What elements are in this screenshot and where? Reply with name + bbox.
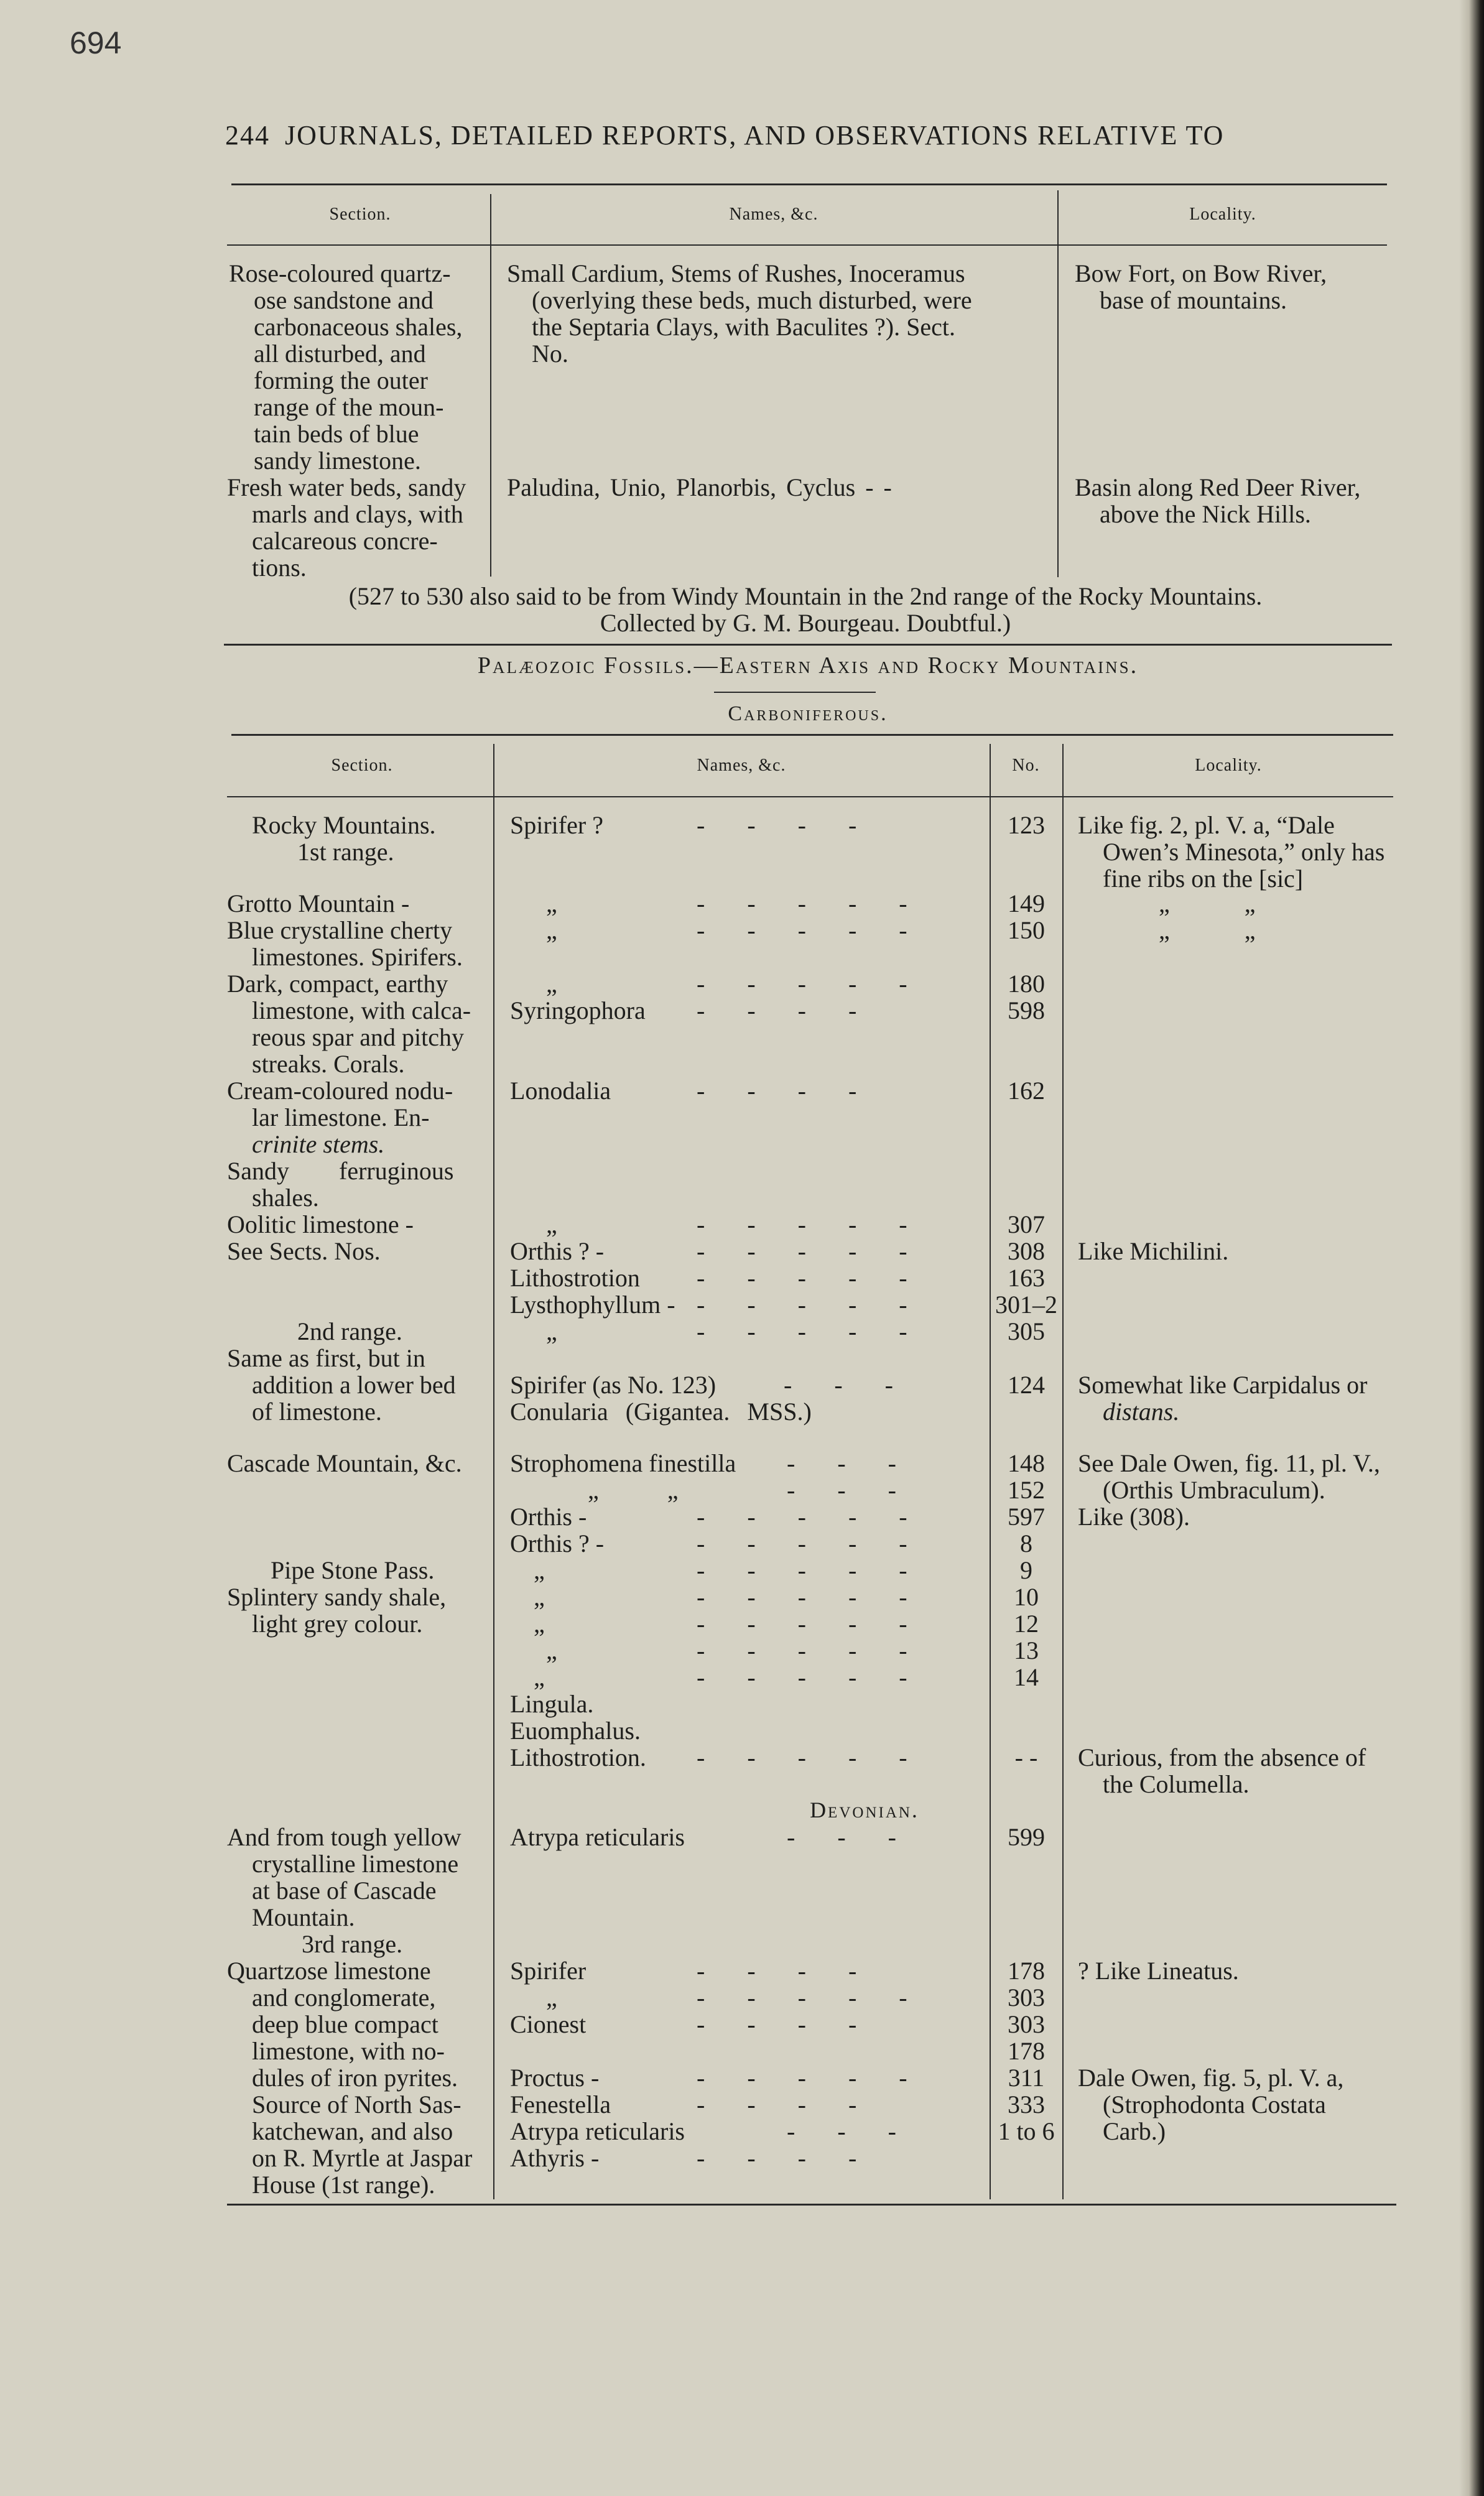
table-row-1-names	[507, 260, 972, 367]
section-text: crinite stems.	[252, 1130, 385, 1158]
fossil-name: Orthis ? -	[510, 1237, 605, 1265]
leader-line: - - -	[787, 2117, 896, 2145]
section-text: shales.	[252, 1184, 319, 1212]
text-line: (overlying these beds, much disturbed, were	[532, 286, 972, 314]
fossil-name: Euomphalus.	[510, 1717, 641, 1745]
table-row-2-locality	[1075, 474, 1360, 527]
fossil-name: Strophomena finestilla	[510, 1449, 736, 1477]
text-line: Rose-coloured quartz-	[229, 259, 451, 287]
section-text: Cream-coloured nodu-	[227, 1077, 453, 1105]
locality-text: (Orthis Umbraculum).	[1103, 1476, 1325, 1504]
fossil-name: Spirifer	[510, 1957, 587, 1985]
page-number: 694	[70, 26, 122, 60]
leader-line: - - - - -	[697, 1317, 907, 1345]
section-text: And from tough yellow	[227, 1823, 461, 1851]
section-text: Source of North Sas-	[252, 2090, 461, 2118]
text-line: above the Nick Hills.	[1100, 500, 1311, 528]
text-line: calcareous concre-	[252, 527, 438, 555]
text-line: carbonaceous shales,	[254, 313, 463, 341]
specimen-number: 10	[1014, 1583, 1039, 1611]
section-text: at base of Cascade	[252, 1877, 437, 1904]
text-line: range of the moun-	[254, 393, 444, 421]
column-divider	[490, 194, 491, 577]
fossil-name: Lithostrotion	[510, 1264, 640, 1292]
column-header-section: Section.	[331, 756, 393, 775]
text-line: marls and clays, with	[252, 500, 463, 528]
specimen-number: 597	[1008, 1503, 1045, 1531]
specimen-number: 152	[1008, 1476, 1045, 1504]
fossil-name: „	[546, 916, 557, 944]
header-page-number: 244	[225, 120, 270, 151]
locality-text: fine ribs on the [sic]	[1103, 865, 1304, 893]
leader-line: - - - - -	[697, 970, 907, 998]
section-text: limestone, with no-	[252, 2037, 445, 2065]
section-text: 2nd range.	[297, 1317, 402, 1345]
fossil-name: Lysthophyllum -	[510, 1291, 675, 1319]
specimen-number: 333	[1008, 2090, 1045, 2118]
fossil-name: Athyris -	[510, 2144, 600, 2172]
table-rule	[231, 734, 1393, 736]
fossil-name: „	[546, 889, 557, 917]
section-text: light grey colour.	[252, 1610, 423, 1638]
locality-text: See Dale Owen, fig. 11, pl. V.,	[1078, 1449, 1380, 1477]
leader-line: - - -	[787, 1823, 896, 1851]
locality-text: distans.	[1103, 1398, 1180, 1426]
fossil-name: Syringophora	[510, 996, 646, 1024]
specimen-number: 14	[1014, 1663, 1039, 1691]
text-line: Paludina, Unio, Planorbis, Cyclus - -	[507, 473, 892, 501]
leader-line: - - - - -	[697, 1636, 907, 1664]
section-text-line: limestones. Spirifers.	[252, 943, 463, 971]
table-row-1-section	[229, 260, 462, 474]
section-text: on R. Myrtle at Jaspar	[252, 2144, 473, 2172]
specimen-number: 9	[1020, 1556, 1032, 1584]
fossil-name: „	[546, 1983, 557, 2011]
section-text: Oolitic limestone -	[227, 1210, 414, 1238]
fossil-name: Cionest	[510, 2010, 587, 2038]
column-divider	[493, 744, 494, 2199]
title-underline	[714, 692, 876, 693]
table-note-line-1: (527 to 530 also said to be from Windy Mountain in the 2nd range of the Rocky Mountains.	[348, 582, 1263, 610]
leader-line: - - - -	[697, 2090, 857, 2118]
text-line: the Septaria Clays, with Baculites ?). Sect.	[532, 313, 955, 341]
leader-line: - - -	[787, 1449, 896, 1477]
section-text: Grotto Mountain -	[227, 889, 410, 917]
header-title: JOURNALS, DETAILED REPORTS, AND OBSERVATIONS RELATIVE TO	[285, 120, 1225, 151]
fossil-name: „	[534, 1583, 545, 1611]
text-line: tions.	[252, 554, 307, 582]
fossil-name: „	[546, 970, 557, 998]
specimen-number: 180	[1008, 970, 1045, 998]
specimen-number: 301–2	[995, 1291, 1057, 1319]
section-title: Palæozoic Fossils.—Eastern Axis and Rocky Mountains.	[477, 652, 1139, 679]
fossil-name: „	[534, 1610, 545, 1638]
fossil-name: Atrypa reticularis	[510, 1823, 685, 1851]
section-text: addition a lower bed	[252, 1371, 456, 1399]
section-text: reous spar and pitchy	[252, 1023, 465, 1051]
section-text: katchewan, and also	[252, 2117, 453, 2145]
specimen-number: 148	[1008, 1449, 1045, 1477]
specimen-number: 307	[1008, 1210, 1045, 1238]
table-rule	[227, 2204, 1396, 2206]
section-text: Splintery sandy shale,	[227, 1583, 447, 1611]
column-header-no: No.	[1012, 756, 1040, 775]
table-row-2-section	[227, 474, 466, 581]
fossil-name: „ „	[588, 1476, 679, 1504]
fossil-name: Conularia (Gigantea. MSS.)	[510, 1398, 812, 1426]
locality-text: (Strophodonta Costata	[1103, 2090, 1326, 2118]
section-text: 1st range.	[297, 838, 394, 866]
section-text: Blue crystalline cherty	[227, 916, 453, 944]
locality-text: Owen’s Minesota,” only has	[1103, 838, 1385, 866]
locality-text: Dale Owen, fig. 5, pl. V. a,	[1078, 2064, 1344, 2092]
leader-line: - - - - -	[697, 916, 907, 944]
fossil-name: Orthis ? -	[510, 1529, 605, 1557]
fossil-name: Spirifer (as No. 123)	[510, 1371, 716, 1399]
specimen-number: 149	[1008, 889, 1045, 917]
section-text: and conglomerate,	[252, 1983, 436, 2011]
table-row-1-locality	[1075, 260, 1327, 313]
leader-line: - - - -	[697, 996, 857, 1024]
leader-line: - - - - -	[697, 1583, 907, 1611]
running-header	[225, 119, 1224, 151]
subtitle-carboniferous: Carboniferous.	[728, 702, 888, 725]
section-text: limestone, with calca-	[252, 996, 471, 1024]
specimen-number: 124	[1008, 1371, 1045, 1399]
fossil-name: „	[534, 1663, 545, 1691]
section-text: Cascade Mountain, &c.	[227, 1449, 462, 1477]
text-line: all disturbed, and	[254, 340, 426, 368]
column-header-section: Section.	[329, 205, 391, 224]
locality-text: Somewhat like Carpidalus or	[1078, 1371, 1368, 1399]
fossil-name: „	[546, 1317, 557, 1345]
specimen-number: - -	[1014, 1743, 1038, 1771]
fossil-name: „	[534, 1556, 545, 1584]
leader-line: - - - - -	[697, 1663, 907, 1691]
specimen-number: 12	[1014, 1610, 1039, 1638]
fossil-name: Spirifer ?	[510, 811, 603, 839]
locality-text: Like Michilini.	[1078, 1237, 1229, 1265]
section-text: Dark, compact, earthy	[227, 970, 448, 998]
table-rule	[227, 796, 1393, 797]
locality-text: „ „	[1159, 889, 1256, 917]
text-line: forming the outer	[254, 366, 428, 394]
column-header-locality: Locality.	[1195, 756, 1262, 775]
leader-line: - - - -	[697, 1957, 857, 1985]
leader-line: - - - - -	[697, 1610, 907, 1638]
leader-line: - - - - -	[697, 1743, 907, 1771]
leader-line: - - - - -	[697, 1529, 907, 1557]
scan-edge-shadow	[1459, 0, 1484, 2496]
leader-line: - - - - -	[697, 1983, 907, 2011]
section-text: Sandy ferruginous	[227, 1157, 454, 1185]
leader-line: - - - - -	[697, 1503, 907, 1531]
locality-text: Like (308).	[1078, 1503, 1190, 1531]
section-text: Pipe Stone Pass.	[271, 1556, 435, 1584]
leader-line: - - -	[784, 1371, 893, 1399]
specimen-number: 13	[1014, 1636, 1039, 1664]
specimen-number: 311	[1008, 2064, 1045, 2092]
subtitle-devonian: Devonian.	[810, 1798, 919, 1822]
specimen-number: 308	[1008, 1237, 1045, 1265]
specimen-number: 1 to 6	[998, 2117, 1055, 2145]
fossil-name: Lonodalia	[510, 1077, 611, 1105]
fossil-name: Fenestella	[510, 2090, 611, 2118]
locality-text: „ „	[1159, 916, 1256, 944]
section-text: Rocky Mountains.	[252, 811, 436, 839]
locality-text: Like fig. 2, pl. V. a, “Dale	[1078, 811, 1335, 839]
specimen-number: 8	[1020, 1529, 1032, 1557]
section-text: dules of iron pyrites.	[252, 2064, 458, 2092]
section-text: 3rd range.	[302, 1930, 403, 1958]
specimen-number: 303	[1008, 2010, 1045, 2038]
table-rule	[224, 644, 1392, 646]
locality-text: Curious, from the absence of	[1078, 1743, 1366, 1771]
table-rule	[227, 244, 1387, 246]
text-line: Bow Fort, on Bow River,	[1075, 259, 1327, 287]
section-text: streaks. Corals.	[252, 1050, 405, 1078]
specimen-number: 178	[1008, 1957, 1045, 1985]
section-text: lar limestone. En-	[252, 1103, 430, 1131]
locality-text: ? Like Lineatus.	[1078, 1957, 1239, 1985]
leader-line: - - - - -	[697, 1291, 907, 1319]
section-text: crystalline limestone	[252, 1850, 459, 1878]
table-rule	[231, 183, 1387, 185]
specimen-number: 599	[1008, 1823, 1045, 1851]
leader-line: - - - - -	[697, 1210, 907, 1238]
column-header-names: Names, &c.	[729, 205, 819, 224]
leader-line: - - - -	[697, 2144, 857, 2172]
section-text: House (1st range).	[252, 2171, 435, 2199]
locality-text: Carb.)	[1103, 2117, 1166, 2145]
specimen-number: 163	[1008, 1264, 1045, 1292]
fossil-name: Atrypa reticularis	[510, 2117, 685, 2145]
section-text	[252, 944, 463, 970]
fossil-name: Lingula.	[510, 1690, 594, 1718]
fossil-name: Proctus -	[510, 2064, 600, 2092]
table-note-line-2: Collected by G. M. Bourgeau. Doubtful.)	[600, 609, 1011, 637]
specimen-number: 123	[1008, 811, 1045, 839]
leader-line: - - -	[787, 1476, 896, 1504]
fossil-name: Orthis -	[510, 1503, 587, 1531]
text-line: base of mountains.	[1100, 286, 1287, 314]
text-line: sandy limestone.	[254, 447, 421, 475]
leader-line: - - - - -	[697, 1556, 907, 1584]
specimen-number: 162	[1008, 1077, 1045, 1105]
text-line: No.	[532, 340, 568, 368]
table-row-2-names	[507, 474, 892, 501]
specimen-number: 598	[1008, 996, 1045, 1024]
text-line: Fresh water beds, sandy	[227, 473, 466, 501]
section-text: Same as first, but in	[227, 1344, 425, 1372]
specimen-number: 303	[1008, 1983, 1045, 2011]
section-text: deep blue compact	[252, 2010, 438, 2038]
specimen-number: 305	[1008, 1317, 1045, 1345]
specimen-number: 150	[1008, 916, 1045, 944]
column-divider	[1057, 190, 1059, 577]
leader-line: - - - - -	[697, 1237, 907, 1265]
section-text: See Sects. Nos.	[227, 1237, 381, 1265]
leader-line: - - - -	[697, 2010, 857, 2038]
fossil-name: Lithostrotion.	[510, 1743, 646, 1771]
section-text: of limestone.	[252, 1398, 382, 1426]
column-header-locality: Locality.	[1189, 205, 1256, 224]
text-line: Small Cardium, Stems of Rushes, Inoceramus	[507, 259, 965, 287]
specimen-number: 178	[1008, 2037, 1045, 2065]
leader-line: - - - -	[697, 1077, 857, 1105]
section-text: Mountain.	[252, 1903, 355, 1931]
fossil-name: „	[546, 1636, 557, 1664]
locality-text: the Columella.	[1103, 1770, 1250, 1798]
section-text: Quartzose limestone	[227, 1957, 431, 1985]
leader-line: - - - -	[697, 811, 857, 839]
text-line: ose sandstone and	[254, 286, 434, 314]
fossil-name: „	[546, 1210, 557, 1238]
text-line: tain beds of blue	[254, 420, 419, 448]
leader-line: - - - - -	[697, 1264, 907, 1292]
leader-line: - - - - -	[697, 2064, 907, 2092]
text-line: Basin along Red Deer River,	[1075, 473, 1361, 501]
leader-line: - - - - -	[697, 889, 907, 917]
column-header-names: Names, &c.	[697, 756, 786, 775]
